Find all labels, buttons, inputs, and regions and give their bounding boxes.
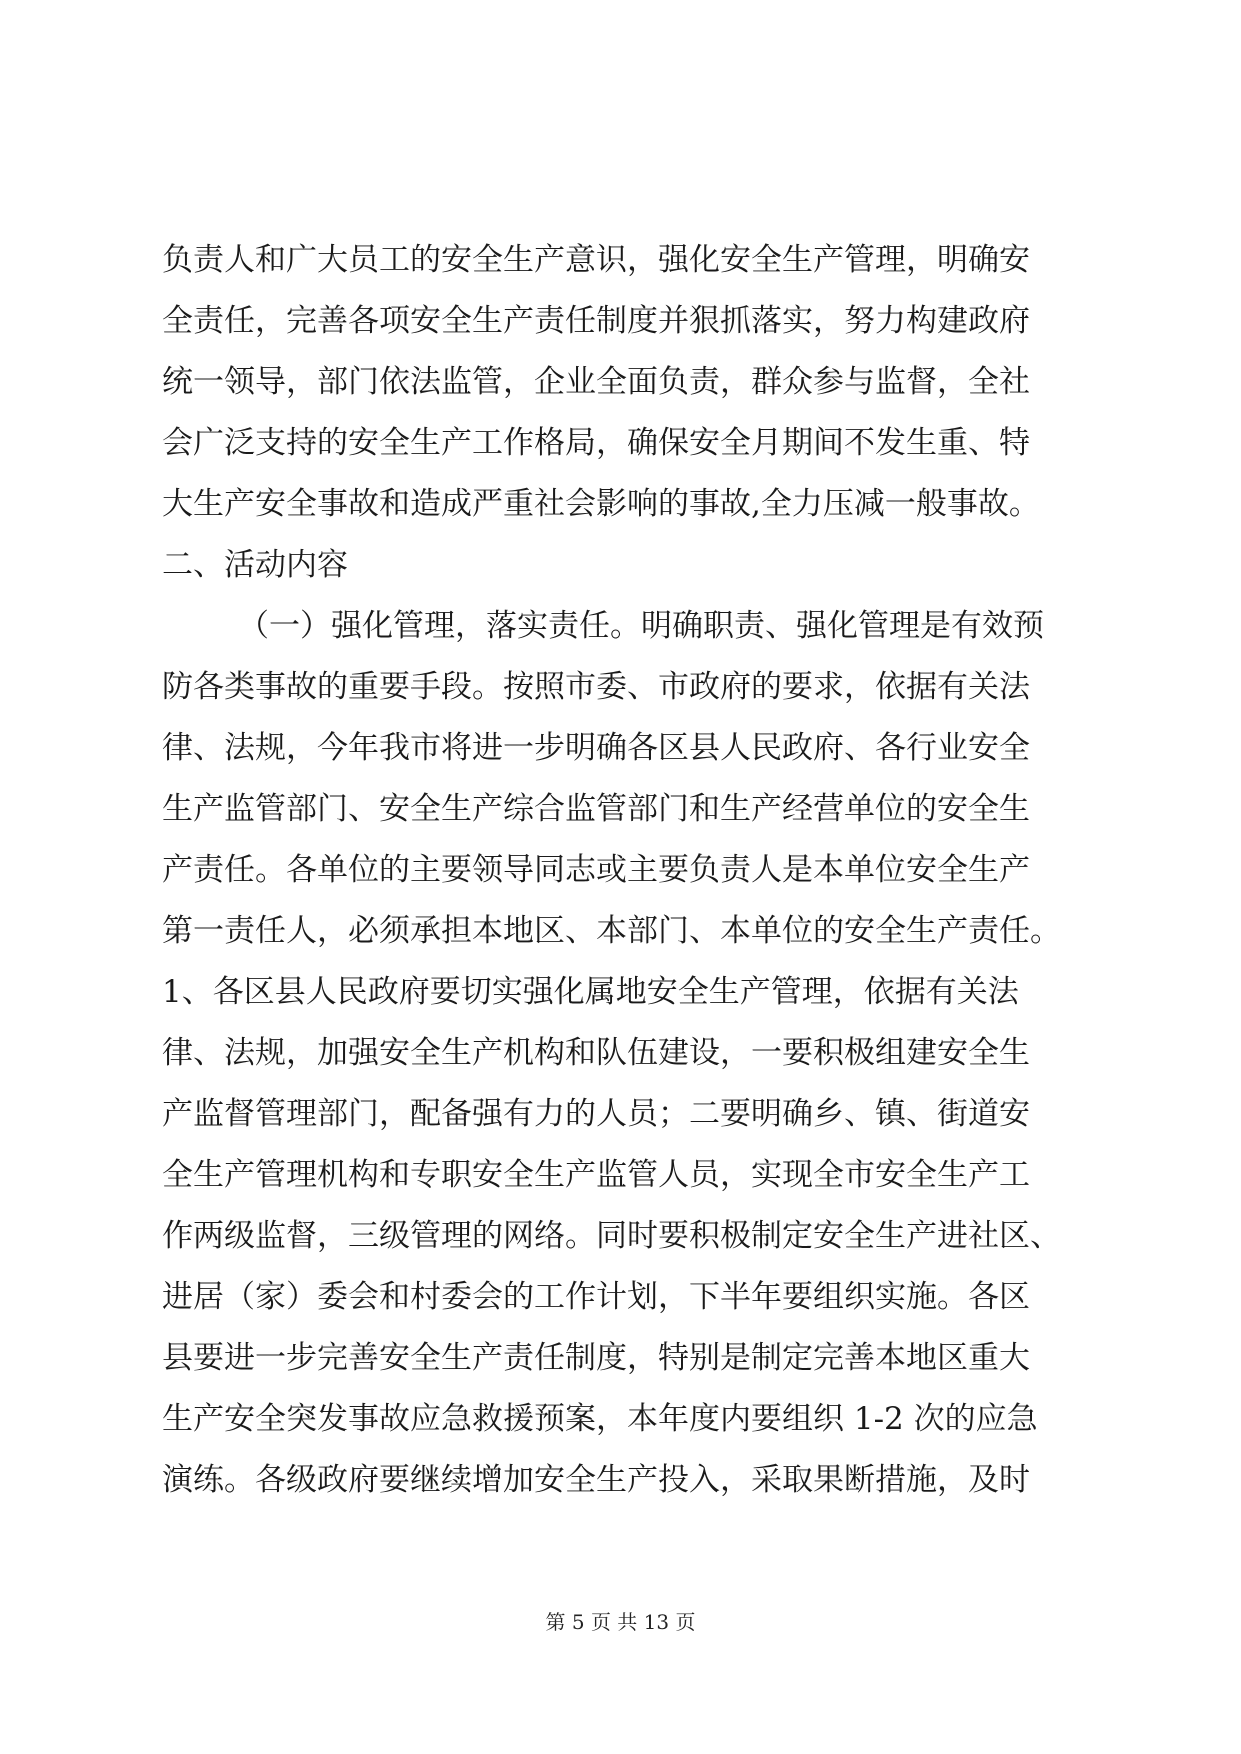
body-text-line: 律、法规，加强安全生产机构和队伍建设，一要积极组建安全生 [162, 1035, 1030, 1071]
body-text-line: 产责任。各单位的主要领导同志或主要负责人是本单位安全生产 [162, 852, 1030, 888]
body-text-line: 全生产管理机构和专职安全生产监管人员，实现全市安全生产工 [162, 1157, 1030, 1193]
body-text-line: （一）强化管理，落实责任。明确职责、强化管理是有效预 [238, 608, 1044, 644]
body-text-line: 二、活动内容 [162, 547, 348, 583]
body-text-line: 产监督管理部门，配备强有力的人员；二要明确乡、镇、街道安 [162, 1096, 1030, 1132]
body-text-line: 律、法规，今年我市将进一步明确各区县人民政府、各行业安全 [162, 730, 1030, 766]
body-text-line: 生产安全突发事故应急救援预案，本年度内要组织 1-2 次的应急 [162, 1401, 1038, 1437]
body-text-line: 演练。各级政府要继续增加安全生产投入，采取果断措施，及时 [162, 1462, 1030, 1498]
body-text-line: 作两级监督，三级管理的网络。同时要积极制定安全生产进社区、 [162, 1218, 1061, 1254]
body-text-line: 会广泛支持的安全生产工作格局，确保安全月期间不发生重、特 [162, 425, 1030, 461]
document-body [162, 230, 1084, 1511]
body-text-line: 负责人和广大员工的安全生产意识，强化安全生产管理，明确安 [162, 242, 1030, 278]
body-text-line: 统一领导，部门依法监管，企业全面负责，群众参与监督，全社 [162, 364, 1030, 400]
body-text-line: 1、各区县人民政府要切实强化属地安全生产管理，依据有关法 [162, 974, 1019, 1010]
body-text-line: 县要进一步完善安全生产责任制度，特别是制定完善本地区重大 [162, 1340, 1030, 1376]
body-text-line: 第一责任人，必须承担本地区、本部门、本单位的安全生产责任。 [162, 913, 1061, 949]
body-text-line: 进居（家）委会和村委会的工作计划，下半年要组织实施。各区 [162, 1279, 1030, 1315]
body-text-line: 大生产安全事故和造成严重社会影响的事故,全力压减一般事故。 [162, 486, 1040, 522]
page-number-footer: 第 5 页 共 13 页 [545, 1610, 696, 1634]
body-text-line: 全责任，完善各项安全生产责任制度并狠抓落实，努力构建政府 [162, 303, 1030, 339]
body-text-line: 防各类事故的重要手段。按照市委、市政府的要求，依据有关法 [162, 669, 1030, 705]
body-text-line: 生产监管部门、安全生产综合监管部门和生产经营单位的安全生 [162, 791, 1030, 827]
